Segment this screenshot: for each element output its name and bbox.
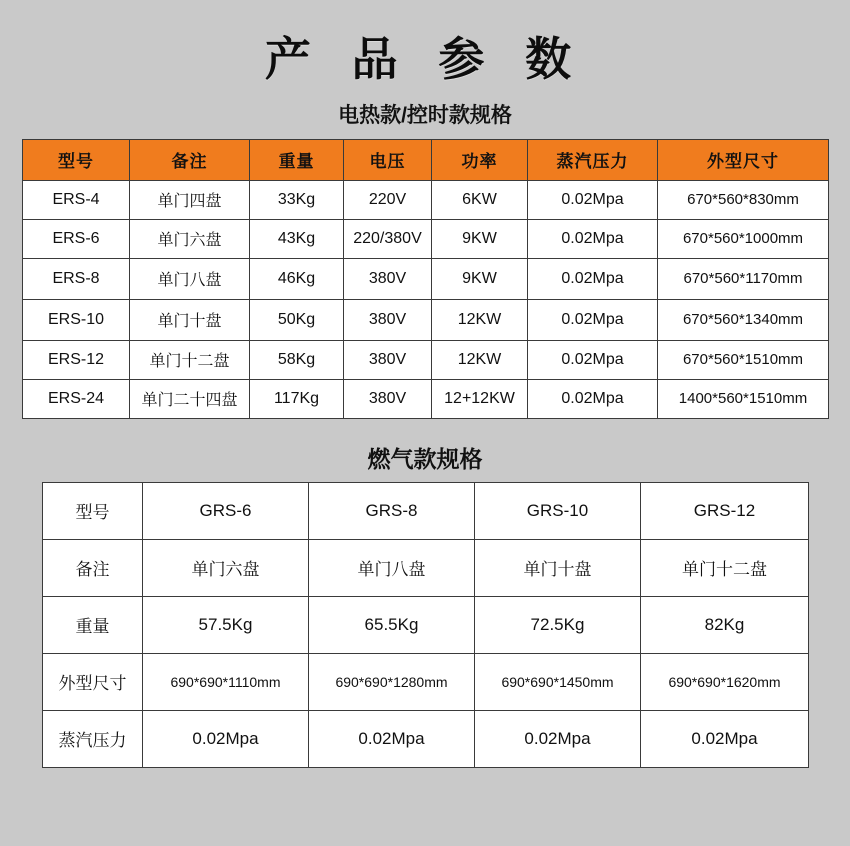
cell-remark: 单门十盘 <box>475 539 641 596</box>
cell-model: ERS-8 <box>23 258 130 299</box>
table-row <box>23 340 829 379</box>
table-row <box>43 482 809 539</box>
cell-weight: 65.5Kg <box>309 596 475 653</box>
table-row <box>23 299 829 340</box>
gas-spec-table-wrapper <box>42 482 808 768</box>
table-row <box>43 596 809 653</box>
column-header-remark: 备注 <box>130 139 250 180</box>
cell-power: 12KW <box>432 299 528 340</box>
cell-voltage: 220/380V <box>344 219 432 258</box>
cell-power: 12KW <box>432 340 528 379</box>
cell-power: 6KW <box>432 180 528 219</box>
cell-dimensions: 670*560*830mm <box>658 180 829 219</box>
column-header-weight: 重量 <box>250 139 344 180</box>
cell-power: 12+12KW <box>432 379 528 418</box>
cell-model: ERS-6 <box>23 219 130 258</box>
cell-steam-pressure: 0.02Mpa <box>528 299 658 340</box>
cell-steam-pressure: 0.02Mpa <box>641 710 809 767</box>
cell-voltage: 380V <box>344 340 432 379</box>
cell-weight: 58Kg <box>250 340 344 379</box>
table-row <box>23 180 829 219</box>
cell-dimensions: 690*690*1110mm <box>143 653 309 710</box>
cell-dimensions: 670*560*1340mm <box>658 299 829 340</box>
cell-remark: 单门十二盘 <box>130 340 250 379</box>
row-header-weight: 重量 <box>43 596 143 653</box>
cell-weight: 43Kg <box>250 219 344 258</box>
cell-remark: 单门十盘 <box>130 299 250 340</box>
cell-model: GRS-6 <box>143 482 309 539</box>
cell-weight: 46Kg <box>250 258 344 299</box>
table-row <box>23 219 829 258</box>
cell-weight: 82Kg <box>641 596 809 653</box>
cell-model: ERS-4 <box>23 180 130 219</box>
row-header-steam-pressure: 蒸汽压力 <box>43 710 143 767</box>
cell-steam-pressure: 0.02Mpa <box>528 379 658 418</box>
cell-remark: 单门二十四盘 <box>130 379 250 418</box>
cell-dimensions: 690*690*1450mm <box>475 653 641 710</box>
column-header-model: 型号 <box>23 139 130 180</box>
cell-weight: 33Kg <box>250 180 344 219</box>
electric-section-title: 电热款/控时款规格 <box>338 103 512 127</box>
cell-dimensions: 1400*560*1510mm <box>658 379 829 418</box>
cell-voltage: 220V <box>344 180 432 219</box>
cell-dimensions: 670*560*1510mm <box>658 340 829 379</box>
table-row <box>43 539 809 596</box>
electric-spec-table <box>22 139 829 419</box>
cell-power: 9KW <box>432 258 528 299</box>
cell-dimensions: 690*690*1280mm <box>309 653 475 710</box>
cell-remark: 单门六盘 <box>143 539 309 596</box>
cell-model: ERS-10 <box>23 299 130 340</box>
row-header-remark: 备注 <box>43 539 143 596</box>
cell-steam-pressure: 0.02Mpa <box>528 180 658 219</box>
cell-steam-pressure: 0.02Mpa <box>143 710 309 767</box>
cell-model: GRS-12 <box>641 482 809 539</box>
cell-steam-pressure: 0.02Mpa <box>528 219 658 258</box>
cell-power: 9KW <box>432 219 528 258</box>
cell-steam-pressure: 0.02Mpa <box>309 710 475 767</box>
cell-remark: 单门十二盘 <box>641 539 809 596</box>
cell-remark: 单门四盘 <box>130 180 250 219</box>
cell-model: GRS-8 <box>309 482 475 539</box>
cell-weight: 117Kg <box>250 379 344 418</box>
column-header-dimensions: 外型尺寸 <box>658 139 829 180</box>
cell-dimensions: 690*690*1620mm <box>641 653 809 710</box>
row-header-dimensions: 外型尺寸 <box>43 653 143 710</box>
column-header-voltage: 电压 <box>344 139 432 180</box>
cell-weight: 72.5Kg <box>475 596 641 653</box>
cell-model: ERS-12 <box>23 340 130 379</box>
cell-remark: 单门八盘 <box>130 258 250 299</box>
cell-dimensions: 670*560*1170mm <box>658 258 829 299</box>
table-header-row <box>23 139 829 180</box>
electric-spec-table-wrapper <box>22 139 828 419</box>
cell-remark: 单门六盘 <box>130 219 250 258</box>
page-title: 产 品 参 数 <box>264 33 586 85</box>
cell-model: GRS-10 <box>475 482 641 539</box>
gas-section-title: 燃气款规格 <box>367 445 483 472</box>
cell-dimensions: 670*560*1000mm <box>658 219 829 258</box>
gas-spec-table <box>42 482 809 768</box>
cell-steam-pressure: 0.02Mpa <box>528 258 658 299</box>
column-header-steam-pressure: 蒸汽压力 <box>528 139 658 180</box>
column-header-power: 功率 <box>432 139 528 180</box>
cell-voltage: 380V <box>344 379 432 418</box>
table-row <box>43 710 809 767</box>
cell-steam-pressure: 0.02Mpa <box>475 710 641 767</box>
row-header-model: 型号 <box>43 482 143 539</box>
cell-model: ERS-24 <box>23 379 130 418</box>
cell-voltage: 380V <box>344 299 432 340</box>
table-row <box>43 653 809 710</box>
cell-steam-pressure: 0.02Mpa <box>528 340 658 379</box>
table-row <box>23 258 829 299</box>
cell-remark: 单门八盘 <box>309 539 475 596</box>
table-row <box>23 379 829 418</box>
cell-weight: 57.5Kg <box>143 596 309 653</box>
cell-weight: 50Kg <box>250 299 344 340</box>
cell-voltage: 380V <box>344 258 432 299</box>
